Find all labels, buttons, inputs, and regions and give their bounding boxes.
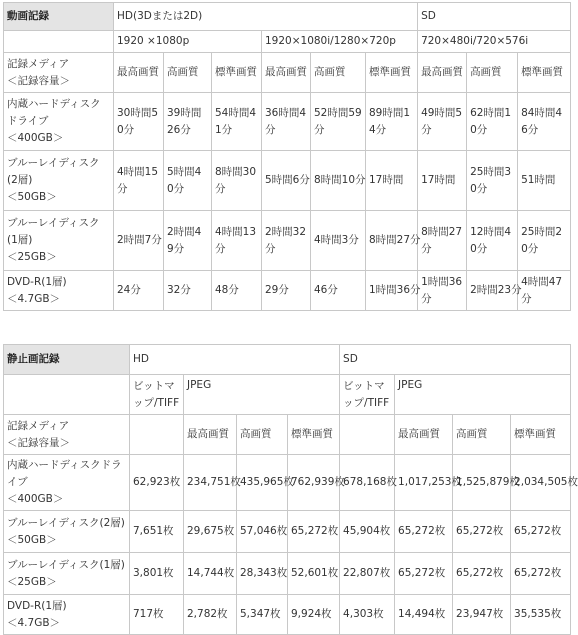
time-cell: 8時間10分 bbox=[311, 151, 366, 211]
time-cell: 1時間36分 bbox=[418, 271, 467, 311]
time-cell: 8時間30分 bbox=[212, 151, 262, 211]
time-cell: 46分 bbox=[311, 271, 366, 311]
time-cell: 25時間30分 bbox=[467, 151, 518, 211]
quality-header: 最高画質 bbox=[262, 53, 311, 93]
group-header-hd: HD bbox=[130, 345, 340, 375]
quality-header: 標準画質 bbox=[511, 415, 571, 455]
media-label: DVD-R(1層) ＜4.7GB＞ bbox=[4, 595, 130, 635]
group-header-sd: SD bbox=[340, 345, 571, 375]
resolution-header: 1920×1080i/1280×720p bbox=[262, 31, 418, 53]
group-header-hd: HD(3Dまたは2D) bbox=[114, 3, 418, 31]
count-cell: 57,046枚 bbox=[237, 511, 288, 553]
count-cell: 14,744枚 bbox=[184, 553, 237, 595]
time-cell: 62時間10分 bbox=[467, 93, 518, 151]
media-label: ブルーレイディスク(1層) ＜25GB＞ bbox=[4, 553, 130, 595]
count-cell: 2,034,505枚 bbox=[511, 455, 571, 511]
count-cell: 3,801枚 bbox=[130, 553, 184, 595]
count-cell: 65,272枚 bbox=[453, 553, 511, 595]
time-cell: 84時間46分 bbox=[518, 93, 571, 151]
media-label: ブルーレイディスク(1層) ＜25GB＞ bbox=[4, 211, 114, 271]
video-recording-table bbox=[3, 2, 571, 311]
time-cell: 4時間15分 bbox=[114, 151, 164, 211]
empty-cell bbox=[4, 375, 130, 415]
count-cell: 65,272枚 bbox=[511, 553, 571, 595]
time-cell: 8時間27分 bbox=[418, 211, 467, 271]
count-cell: 2,782枚 bbox=[184, 595, 237, 635]
quality-header: 標準画質 bbox=[366, 53, 418, 93]
table-row bbox=[4, 151, 571, 211]
count-cell: 65,272枚 bbox=[395, 511, 453, 553]
media-label: ブルーレイディスク(2層) ＜50GB＞ bbox=[4, 511, 130, 553]
time-cell: 51時間 bbox=[518, 151, 571, 211]
media-label: 内蔵ハードディスクドライブ ＜400GB＞ bbox=[4, 455, 130, 511]
time-cell: 17時間 bbox=[366, 151, 418, 211]
time-cell: 5時間6分 bbox=[262, 151, 311, 211]
time-cell: 4時間13分 bbox=[212, 211, 262, 271]
time-cell: 29分 bbox=[262, 271, 311, 311]
quality-header: 標準画質 bbox=[518, 53, 571, 93]
table-row bbox=[4, 271, 571, 311]
table-row bbox=[4, 553, 571, 595]
quality-header: 標準画質 bbox=[212, 53, 262, 93]
empty-cell bbox=[340, 415, 395, 455]
count-cell: 62,923枚 bbox=[130, 455, 184, 511]
quality-header: 最高画質 bbox=[114, 53, 164, 93]
count-cell: 9,924枚 bbox=[288, 595, 340, 635]
time-cell: 4時間3分 bbox=[311, 211, 366, 271]
count-cell: 717枚 bbox=[130, 595, 184, 635]
resolution-header: 720×480i/720×576i bbox=[418, 31, 571, 53]
time-cell: 2時間7分 bbox=[114, 211, 164, 271]
count-cell: 4,303枚 bbox=[340, 595, 395, 635]
time-cell: 2時間23分 bbox=[467, 271, 518, 311]
time-cell: 24分 bbox=[114, 271, 164, 311]
time-cell: 89時間14分 bbox=[366, 93, 418, 151]
count-cell: 1,525,879枚 bbox=[453, 455, 511, 511]
count-cell: 678,168枚 bbox=[340, 455, 395, 511]
count-cell: 5,347枚 bbox=[237, 595, 288, 635]
format-header-jpeg: JPEG bbox=[184, 375, 340, 415]
still-title: 静止画記録 bbox=[4, 345, 130, 375]
count-cell: 65,272枚 bbox=[288, 511, 340, 553]
quality-header: 最高画質 bbox=[395, 415, 453, 455]
count-cell: 14,494枚 bbox=[395, 595, 453, 635]
time-cell: 49時間5分 bbox=[418, 93, 467, 151]
time-cell: 48分 bbox=[212, 271, 262, 311]
format-header-jpeg: JPEG bbox=[395, 375, 571, 415]
count-cell: 52,601枚 bbox=[288, 553, 340, 595]
quality-header: 高画質 bbox=[237, 415, 288, 455]
resolution-header: 1920 ×1080p bbox=[114, 31, 262, 53]
time-cell: 30時間50分 bbox=[114, 93, 164, 151]
quality-header: 最高画質 bbox=[418, 53, 467, 93]
quality-header: 高画質 bbox=[453, 415, 511, 455]
count-cell: 435,965枚 bbox=[237, 455, 288, 511]
count-cell: 29,675枚 bbox=[184, 511, 237, 553]
group-header-sd: SD bbox=[418, 3, 571, 31]
count-cell: 234,751枚 bbox=[184, 455, 237, 511]
count-cell: 45,904枚 bbox=[340, 511, 395, 553]
count-cell: 65,272枚 bbox=[395, 553, 453, 595]
time-cell: 39時間26分 bbox=[164, 93, 212, 151]
table-row bbox=[4, 511, 571, 553]
time-cell: 52時間59分 bbox=[311, 93, 366, 151]
quality-header: 高画質 bbox=[467, 53, 518, 93]
count-cell: 22,807枚 bbox=[340, 553, 395, 595]
time-cell: 36時間4分 bbox=[262, 93, 311, 151]
time-cell: 5時間40分 bbox=[164, 151, 212, 211]
empty-cell bbox=[130, 415, 184, 455]
time-cell: 2時間49分 bbox=[164, 211, 212, 271]
table-row bbox=[4, 455, 571, 511]
time-cell: 12時間40分 bbox=[467, 211, 518, 271]
still-image-recording-table bbox=[3, 344, 578, 635]
count-cell: 35,535枚 bbox=[511, 595, 571, 635]
time-cell: 4時間47分 bbox=[518, 271, 571, 311]
table-row bbox=[4, 93, 571, 151]
format-header-bitmap: ビットマップ/TIFF bbox=[130, 375, 184, 415]
media-header: 記録メディア ＜記録容量＞ bbox=[4, 415, 130, 455]
media-label: 内蔵ハードディスクドライブ ＜400GB＞ bbox=[4, 93, 114, 151]
time-cell: 25時間20分 bbox=[518, 211, 571, 271]
count-cell: 28,343枚 bbox=[237, 553, 288, 595]
media-label: ブルーレイディスク(2層) ＜50GB＞ bbox=[4, 151, 114, 211]
count-cell: 7,651枚 bbox=[130, 511, 184, 553]
count-cell: 1,017,253枚 bbox=[395, 455, 453, 511]
time-cell: 2時間32分 bbox=[262, 211, 311, 271]
time-cell: 54時間41分 bbox=[212, 93, 262, 151]
quality-header: 高画質 bbox=[311, 53, 366, 93]
media-header: 記録メディア ＜記録容量＞ bbox=[4, 53, 114, 93]
count-cell: 23,947枚 bbox=[453, 595, 511, 635]
table-row bbox=[4, 211, 571, 271]
quality-header: 最高画質 bbox=[184, 415, 237, 455]
count-cell: 65,272枚 bbox=[453, 511, 511, 553]
time-cell: 32分 bbox=[164, 271, 212, 311]
quality-header: 高画質 bbox=[164, 53, 212, 93]
count-cell: 65,272枚 bbox=[511, 511, 571, 553]
video-title: 動画記録 bbox=[4, 3, 114, 31]
table-row bbox=[4, 595, 571, 635]
media-label: DVD-R(1層) ＜4.7GB＞ bbox=[4, 271, 114, 311]
time-cell: 17時間 bbox=[418, 151, 467, 211]
time-cell: 1時間36分 bbox=[366, 271, 418, 311]
empty-cell bbox=[4, 31, 114, 53]
count-cell: 762,939枚 bbox=[288, 455, 340, 511]
format-header-bitmap: ビットマップ/TIFF bbox=[340, 375, 395, 415]
quality-header: 標準画質 bbox=[288, 415, 340, 455]
time-cell: 8時間27分 bbox=[366, 211, 418, 271]
